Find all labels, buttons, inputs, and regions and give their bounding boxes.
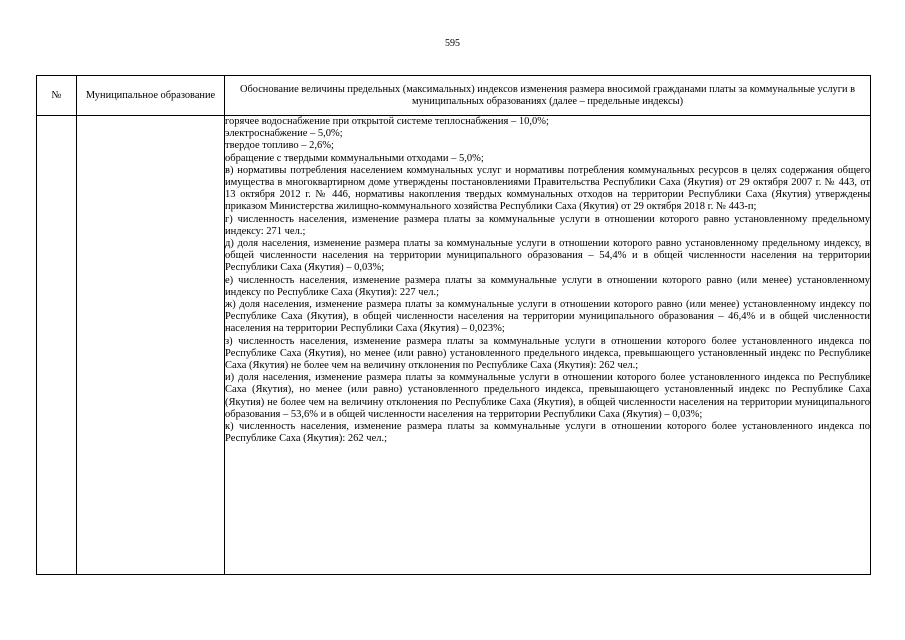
header-municipality: Муниципальное образование	[77, 76, 225, 116]
cell-number	[37, 116, 77, 575]
basis-paragraph: в) нормативы потребления населением коммунальных услуг и нормативы потребления коммунальных ресурсов в целях содержания общего имущества в многоквартирном доме утверждены постановлениями Правительства Республики Саха (Якутия) от 29 октября 2007 г. № 443, от 13 октября 2012 г. № 446, нормативы накопления твердых коммунальных отходов на территории Республики Саха (Якутия) утверждены приказом Министерства жилищно-коммунального хозяйства Республики Саха (Якутия) от 29 октября 2018 г. № 443-п;	[225, 164, 870, 213]
basis-paragraph: обращение с твердыми коммунальными отходами – 5,0%;	[225, 152, 484, 164]
basis-paragraph: к) численность населения, изменение размера платы за коммунальные услуги в отношении которого более установленного индекса по Республике Саха (Якутия): 262 чел.;	[225, 421, 870, 445]
table-header-row	[37, 76, 871, 116]
basis-paragraph: электроснабжение – 5,0%;	[225, 128, 343, 140]
header-basis: Обоснование величины предельных (максимальных) индексов изменения размера вносимой гражданами платы за коммунальные услуги в муниципальных образованиях (далее – предельные индексы)	[225, 76, 871, 116]
basis-paragraph: г) численность населения, изменение размера платы за коммунальные услуги в отношении которого равно установленному предельному индексу: 271 чел.;	[225, 213, 870, 237]
table-row	[37, 116, 871, 575]
basis-paragraph: горячее водоснабжение при открытой системе теплоснабжения – 10,0%;	[225, 116, 549, 127]
basis-paragraph: и) доля населения, изменение размера платы за коммунальные услуги в отношении которого более установленного индекса по Республике Саха (Якутия), но менее (или равно) установленного предельного индекса, превышающего установленный индекс по Республике Саха (Якутия) не более чем на величину отклонения по Республике Саха (Якутия), в общей численности населения на территории муниципального образования – 53,6% и в общей численности населения на территории Республики Саха (Якутия) – 0,03%;	[225, 372, 870, 420]
header-number: №	[37, 76, 77, 116]
page-number: 595	[445, 38, 460, 49]
cell-municipality	[77, 116, 225, 575]
basis-paragraph: з) численность населения, изменение размера платы за коммунальные услуги в отношении которого более установленного индекса по Республике Саха (Якутия), но менее (или равно) установленного предельного индекса, превышающего установленный индекс по Республике Саха (Якутия) не более чем на величину отклонения по Республике Саха (Якутия): 262 чел.;	[225, 335, 870, 372]
indices-table	[36, 75, 871, 575]
basis-paragraph: е) численность населения, изменение размера платы за коммунальные услуги в отношении которого равно (или менее) установленному индексу по Республике Саха (Якутия): 227 чел.;	[225, 274, 870, 298]
basis-paragraph: твердое топливо – 2,6%;	[225, 140, 334, 152]
cell-basis	[225, 116, 871, 575]
basis-paragraph: ж) доля населения, изменение размера платы за коммунальные услуги в отношении которого равно (или менее) установленному индексу по Республике Саха (Якутия), в общей численности населения на территории муниципального образования – 46,4% и в общей численности населения на территории Республики Саха (Якутия) – 0,023%;	[225, 299, 870, 335]
basis-paragraph: д) доля населения, изменение размера платы за коммунальные услуги в отношении которого равно установленному предельному индексу, в общей численности населения на территории муниципального образования – 54,4% и в общей численности населения на территории Республики Саха (Якутия) – 0,03%;	[225, 238, 870, 274]
